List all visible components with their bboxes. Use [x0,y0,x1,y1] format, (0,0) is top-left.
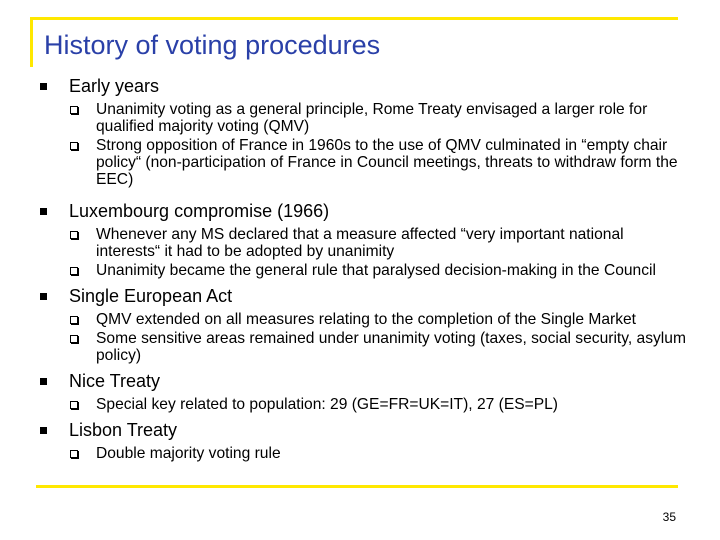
sub-bullet-text: Unanimity became the general rule that paralysed decision-making in the Council [96,262,656,279]
section-heading [38,370,688,392]
sub-bullet-text: QMV extended on all measures relating to the completion of the Single Market [96,311,637,328]
sub-bullet-text: Special key related to population: 29 (GE=FR=UK=IT), 27 (ES=PL) [96,396,558,413]
section-heading-text: Luxembourg compromise (1966) [69,201,330,221]
hollow-square-bullet-icon [70,316,78,324]
hollow-square-bullet-icon [70,142,78,150]
section-nice-treaty [38,370,688,413]
hollow-square-bullet-icon [70,335,78,343]
square-bullet-icon [40,208,47,215]
section-single-european-act [38,285,688,364]
square-bullet-icon [40,378,47,385]
section-heading [38,75,688,97]
sub-bullet [38,330,688,364]
sub-bullet [38,311,688,328]
sub-bullet-list [38,226,688,279]
sub-bullet [38,396,688,413]
hollow-square-bullet-icon [70,231,78,239]
frame-left-line [30,17,33,67]
page-number: 35 [662,510,676,524]
hollow-square-bullet-icon [70,106,78,114]
sub-bullet-list [38,445,688,462]
hollow-square-bullet-icon [70,267,78,275]
section-heading [38,200,688,222]
section-luxembourg-compromise [38,200,688,279]
slide-title: History of voting procedures [44,30,381,60]
hollow-square-bullet-icon [70,401,78,409]
hollow-square-bullet-icon [70,450,78,458]
sub-bullet-text: Strong opposition of France in 1960s to the use of QMV culminated in “empty chair policy“ (non-participation of France in Council meetings, threats to withdraw form the EEC) [96,137,678,188]
square-bullet-icon [40,427,47,434]
sub-bullet-text: Whenever any MS declared that a measure affected “very important national interests“ it had to be adopted by unanimity [96,226,624,260]
slide-content [38,75,688,468]
section-heading [38,285,688,307]
section-lisbon-treaty [38,419,688,462]
frame-bottom-line [36,485,678,488]
sub-bullet [38,101,688,135]
sub-bullet [38,226,688,260]
section-heading-text: Early years [69,76,160,96]
section-heading-text: Single European Act [69,286,233,306]
section-heading-text: Lisbon Treaty [69,420,178,440]
sub-bullet [38,445,688,462]
section-heading-text: Nice Treaty [69,371,161,391]
sub-bullet-list [38,101,688,188]
frame-top-line [30,17,678,20]
square-bullet-icon [40,293,47,300]
sub-bullet [38,137,688,188]
sub-bullet-list [38,396,688,413]
sub-bullet-text: Some sensitive areas remained under unanimity voting (taxes, social security, asylum policy) [96,330,686,364]
sub-bullet-text: Double majority voting rule [96,445,281,462]
sub-bullet [38,262,688,279]
section-heading [38,419,688,441]
square-bullet-icon [40,83,47,90]
sub-bullet-list [38,311,688,364]
sub-bullet-text: Unanimity voting as a general principle, Rome Treaty envisaged a larger role for qualified majority voting (QMV) [96,101,648,135]
section-early-years [38,75,688,188]
